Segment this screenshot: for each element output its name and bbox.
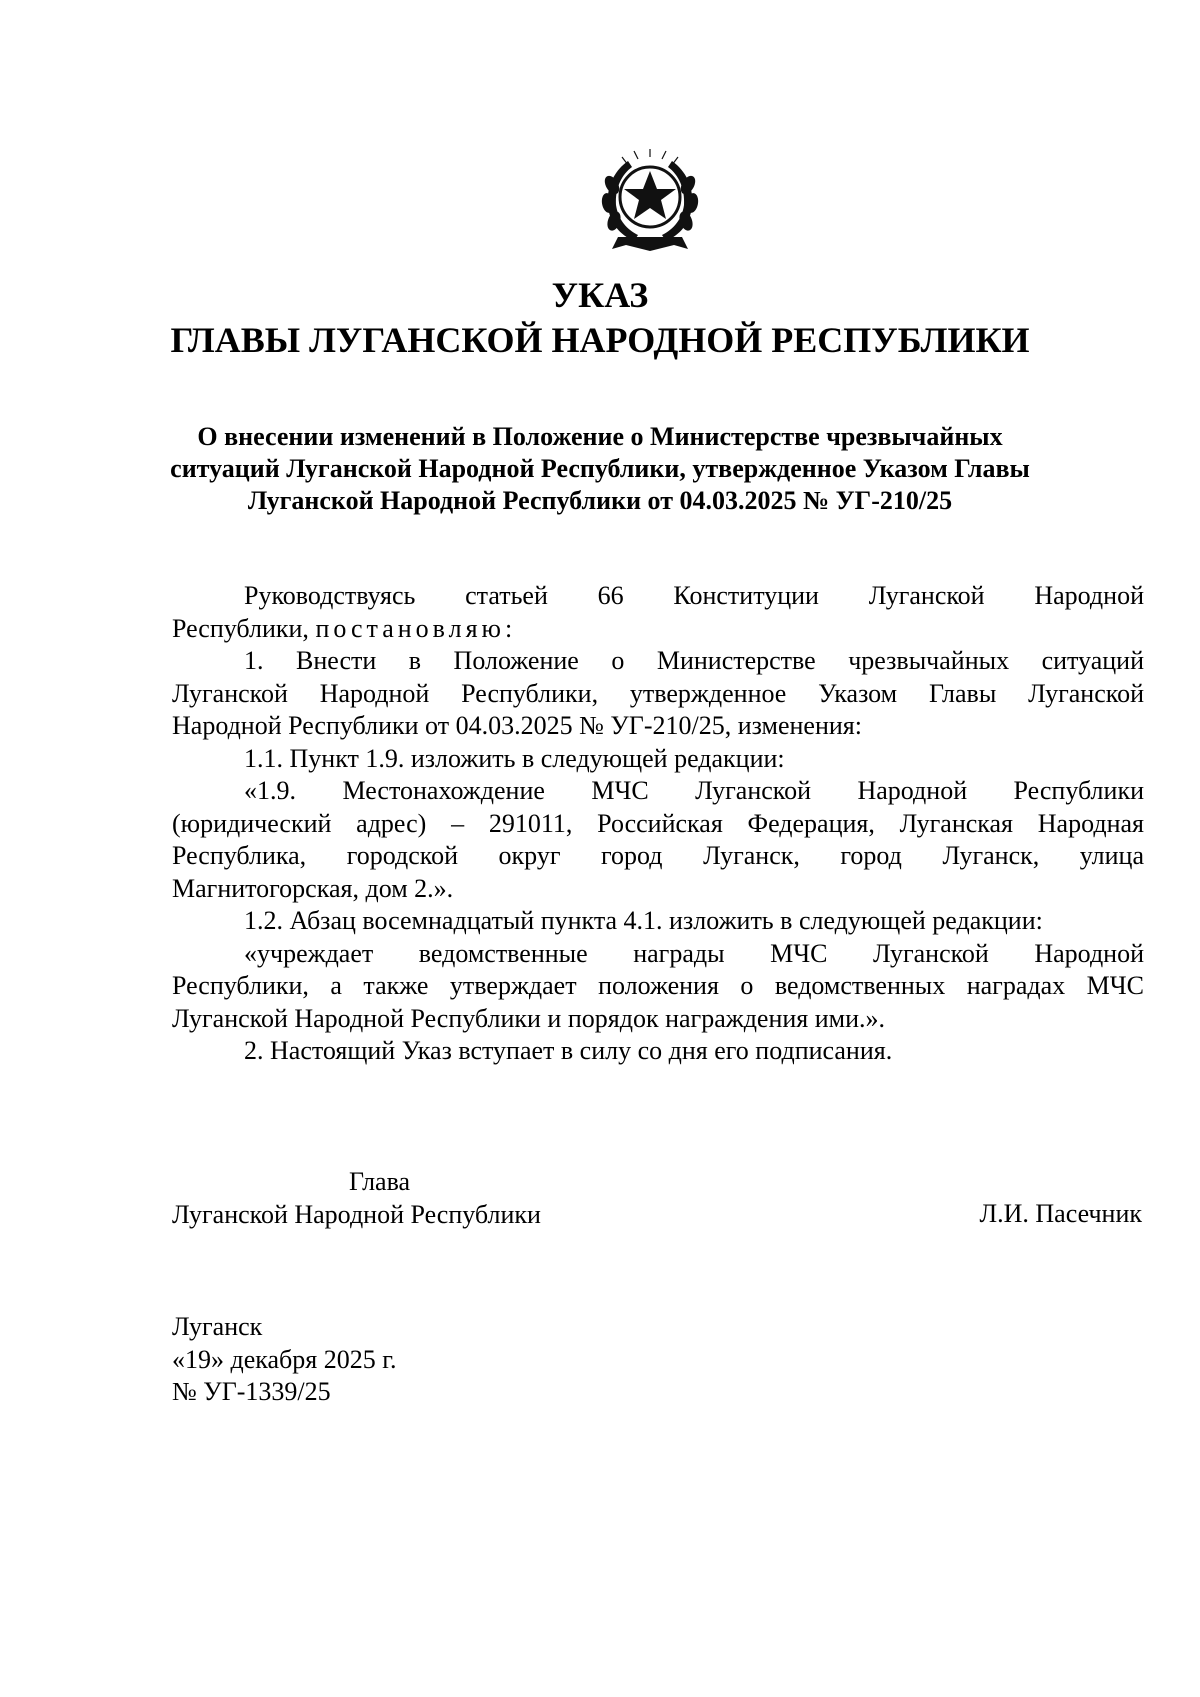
body-line: Луганской Народной Республики и порядок награждения ими.». <box>172 1003 886 1033</box>
issue-date: «19» декабря 2025 г. <box>172 1344 397 1374</box>
issue-place: Луганск <box>172 1312 263 1341</box>
decree-body <box>172 580 1144 1068</box>
signatory-role: Глава <box>349 1167 411 1196</box>
issue-details <box>172 1311 396 1409</box>
body-line: «учреждает ведомственные награды МЧС Луганской Народной <box>244 938 1144 968</box>
body-line: Республики, а также утверждает положения о ведомственных наградах МЧС <box>172 971 1144 1000</box>
body-line <box>172 613 1144 646</box>
body-line: Луганской Народной Республики, утвержденное Указом Главы Луганской <box>172 678 1144 708</box>
body-line: Республика, городской округ город Луганск, город Луганск, улица <box>172 841 1144 870</box>
signatory-organization: Луганской Народной Республики <box>172 1199 541 1229</box>
body-line: «1.9. Местонахождение МЧС Луганской Народной Республики <box>244 776 1144 805</box>
body-line: (юридический адрес) – 291011, Российская Федерация, Луганская Народная <box>172 808 1144 838</box>
document-type-title: УКАЗ <box>551 275 649 315</box>
signatory-name: Л.И. Пасечник <box>979 1199 1142 1228</box>
body-text: Республики, <box>172 613 309 643</box>
subject-line: Луганской Народной Республики от 04.03.2025 № УГ-210/25 <box>247 486 953 515</box>
body-line: 2. Настоящий Указ вступает в силу со дня его подписания. <box>244 1036 893 1065</box>
body-line: 1.2. Абзац восемнадцатый пункта 4.1. изложить в следующей редакции: <box>244 906 1043 935</box>
issuer-title: ГЛАВЫ ЛУГАНСКОЙ НАРОДНОЙ РЕСПУБЛИКИ <box>170 320 1030 360</box>
signatory-title <box>172 1166 541 1231</box>
decree-number: № УГ-1339/25 <box>172 1377 331 1406</box>
body-text-spaced: постановляю <box>315 613 505 643</box>
subject-line: О внесении изменений в Положение о Министерстве чрезвычайных <box>197 422 1003 451</box>
body-line: Народной Республики от 04.03.2025 № УГ-210/25, изменения: <box>172 711 862 740</box>
body-line: 1.1. Пункт 1.9. изложить в следующей редакции: <box>244 743 785 773</box>
coat-of-arms-emblem <box>588 145 712 255</box>
decree-subject <box>170 421 1030 517</box>
body-line: 1. Внести в Положение о Министерстве чрезвычайных ситуаций <box>244 646 1144 675</box>
body-line: Руководствуясь статьей 66 Конституции Луганской Народной <box>244 581 1144 610</box>
subject-line: ситуаций Луганской Народной Республики, утвержденное Указом Главы <box>170 454 1030 483</box>
body-text: : <box>504 613 513 643</box>
body-line: Магнитогорская, дом 2.». <box>172 873 454 903</box>
